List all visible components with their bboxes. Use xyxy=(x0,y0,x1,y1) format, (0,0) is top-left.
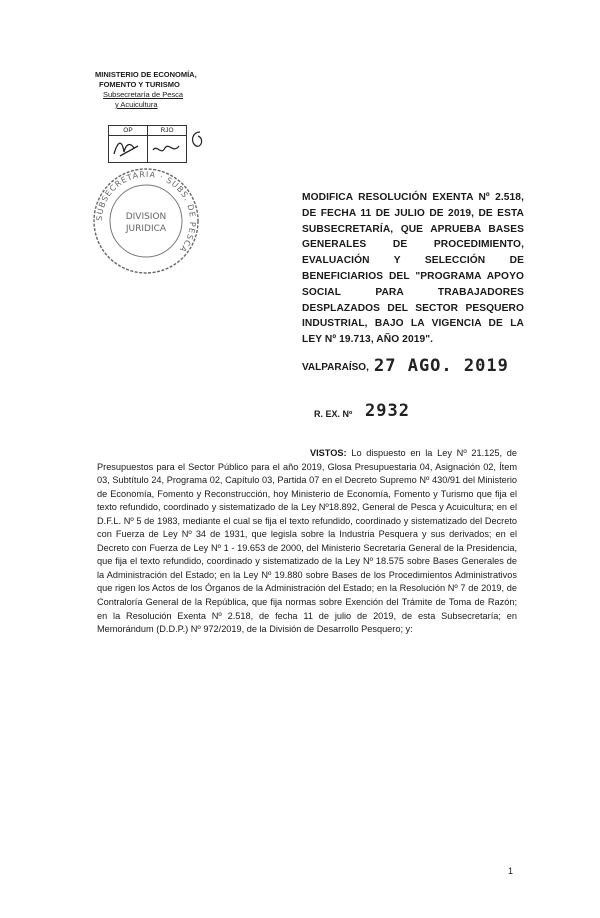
seal-ring-text: SUBSECRETARIA · SUBS. DE PESCA xyxy=(94,169,198,255)
handwritten-initials-2 xyxy=(149,136,185,160)
issuing-organization xyxy=(95,70,197,110)
resolution-number-label: R. EX. Nº xyxy=(314,409,353,419)
resolution-number: 2932 xyxy=(365,401,410,421)
seal-center-line1: DIVISION xyxy=(125,212,167,222)
vistos-text: Lo dispuesto en la Ley Nº 21.125, de Presupuestos para el Sector Público para el año 2019, Glosa Presupuestaria 04, Asignación 02, Ítem 03, Subtítulo 24, Programa 02, Capítulo 03, Partida 07 en el Decreto Supremo Nº 430/91 del Ministerio de Economía, Fomento y Reconstrucción, hoy Ministerio de Economía, Fomento y Turismo que fija el texto refundido, coordinado y sistematizado de la Ley Nº18.892, General de Pesca y Acuicultura; en el D.F.L. Nº 5 de 1983, mediante el cual se fija el texto refundido, coordinado y sistematizado del Decreto con Fuerza de Ley Nº 34 de 1931, que legisla sobre la Industria Pesquera y sus derivados; en el Decreto con Fuerza de Ley Nº 1 - 19.653 de 2000, del Ministerio Secretaría General de la Presidencia, que fija el texto refundido, coordinado y sistematizado de la Ley Nº 18.575 sobre Bases Generales de la Administración del Estado; en la Ley Nº 19.880 sobre Bases de los Procedimientos Administrativos que rigen los Actos de los Órganos de la Administración del Estado; en la Resolución Nº 7 de 2019, de Contraloría General de la República, que fija normas sobre Exención del Trámite de Toma de Razón; en la Resolución Exenta Nº 2.518, de fecha 11 de julio de 2019, de esta Subsecretaría; en Memorándum (D.D.P.) Nº 972/2019, de la División de Desarrollo Pesquero; y: xyxy=(97,448,517,635)
visa-initials-signature-2 xyxy=(148,136,187,163)
visa-header-op: OP xyxy=(109,126,148,136)
handwritten-initials-1 xyxy=(110,136,146,160)
handwritten-mark xyxy=(188,128,206,150)
vistos-paragraph xyxy=(97,447,517,637)
visa-initials-signature-1 xyxy=(109,136,148,163)
approval-initials-table xyxy=(108,125,187,163)
place-name: VALPARAÍSO, xyxy=(302,362,369,373)
seal-center-line2: JURIDICA xyxy=(125,224,167,234)
vistos-label: VISTOS: xyxy=(310,448,347,458)
ministry-name: MINISTERIO DE ECONOMÍA, xyxy=(95,70,197,79)
division-juridica-stamp xyxy=(90,165,202,277)
resolution-title: MODIFICA RESOLUCIÓN EXENTA Nº 2.518, DE FECHA 11 DE JULIO DE 2019, DE ESTA SUBSECRETARÍA, QUE APRUEBA BASES GENERALES DE PROCEDIMIENTO, EVALUACIÓN Y SELECCIÓN DE BENEFICIARIOS DEL "PROGRAMA APOYO SOCIAL PARA TRABAJADORES DESPLAZADOS DEL SECTOR PESQUERO INDUSTRIAL, BAJO LA VIGENCIA DE LA LEY Nº 19.713, AÑO 2019". xyxy=(302,192,524,346)
date-stamp: 27 AGO. 2019 xyxy=(374,356,509,376)
page-number: 1 xyxy=(508,866,514,876)
undersecretariat-name: Subsecretaría de Pesca xyxy=(103,90,184,99)
undersecretariat-name-cont: y Acuicultura xyxy=(115,100,158,109)
ministry-name-cont: FOMENTO Y TURISMO xyxy=(99,80,180,89)
visa-header-rjo: RJO xyxy=(148,126,187,136)
place-line xyxy=(302,362,369,373)
